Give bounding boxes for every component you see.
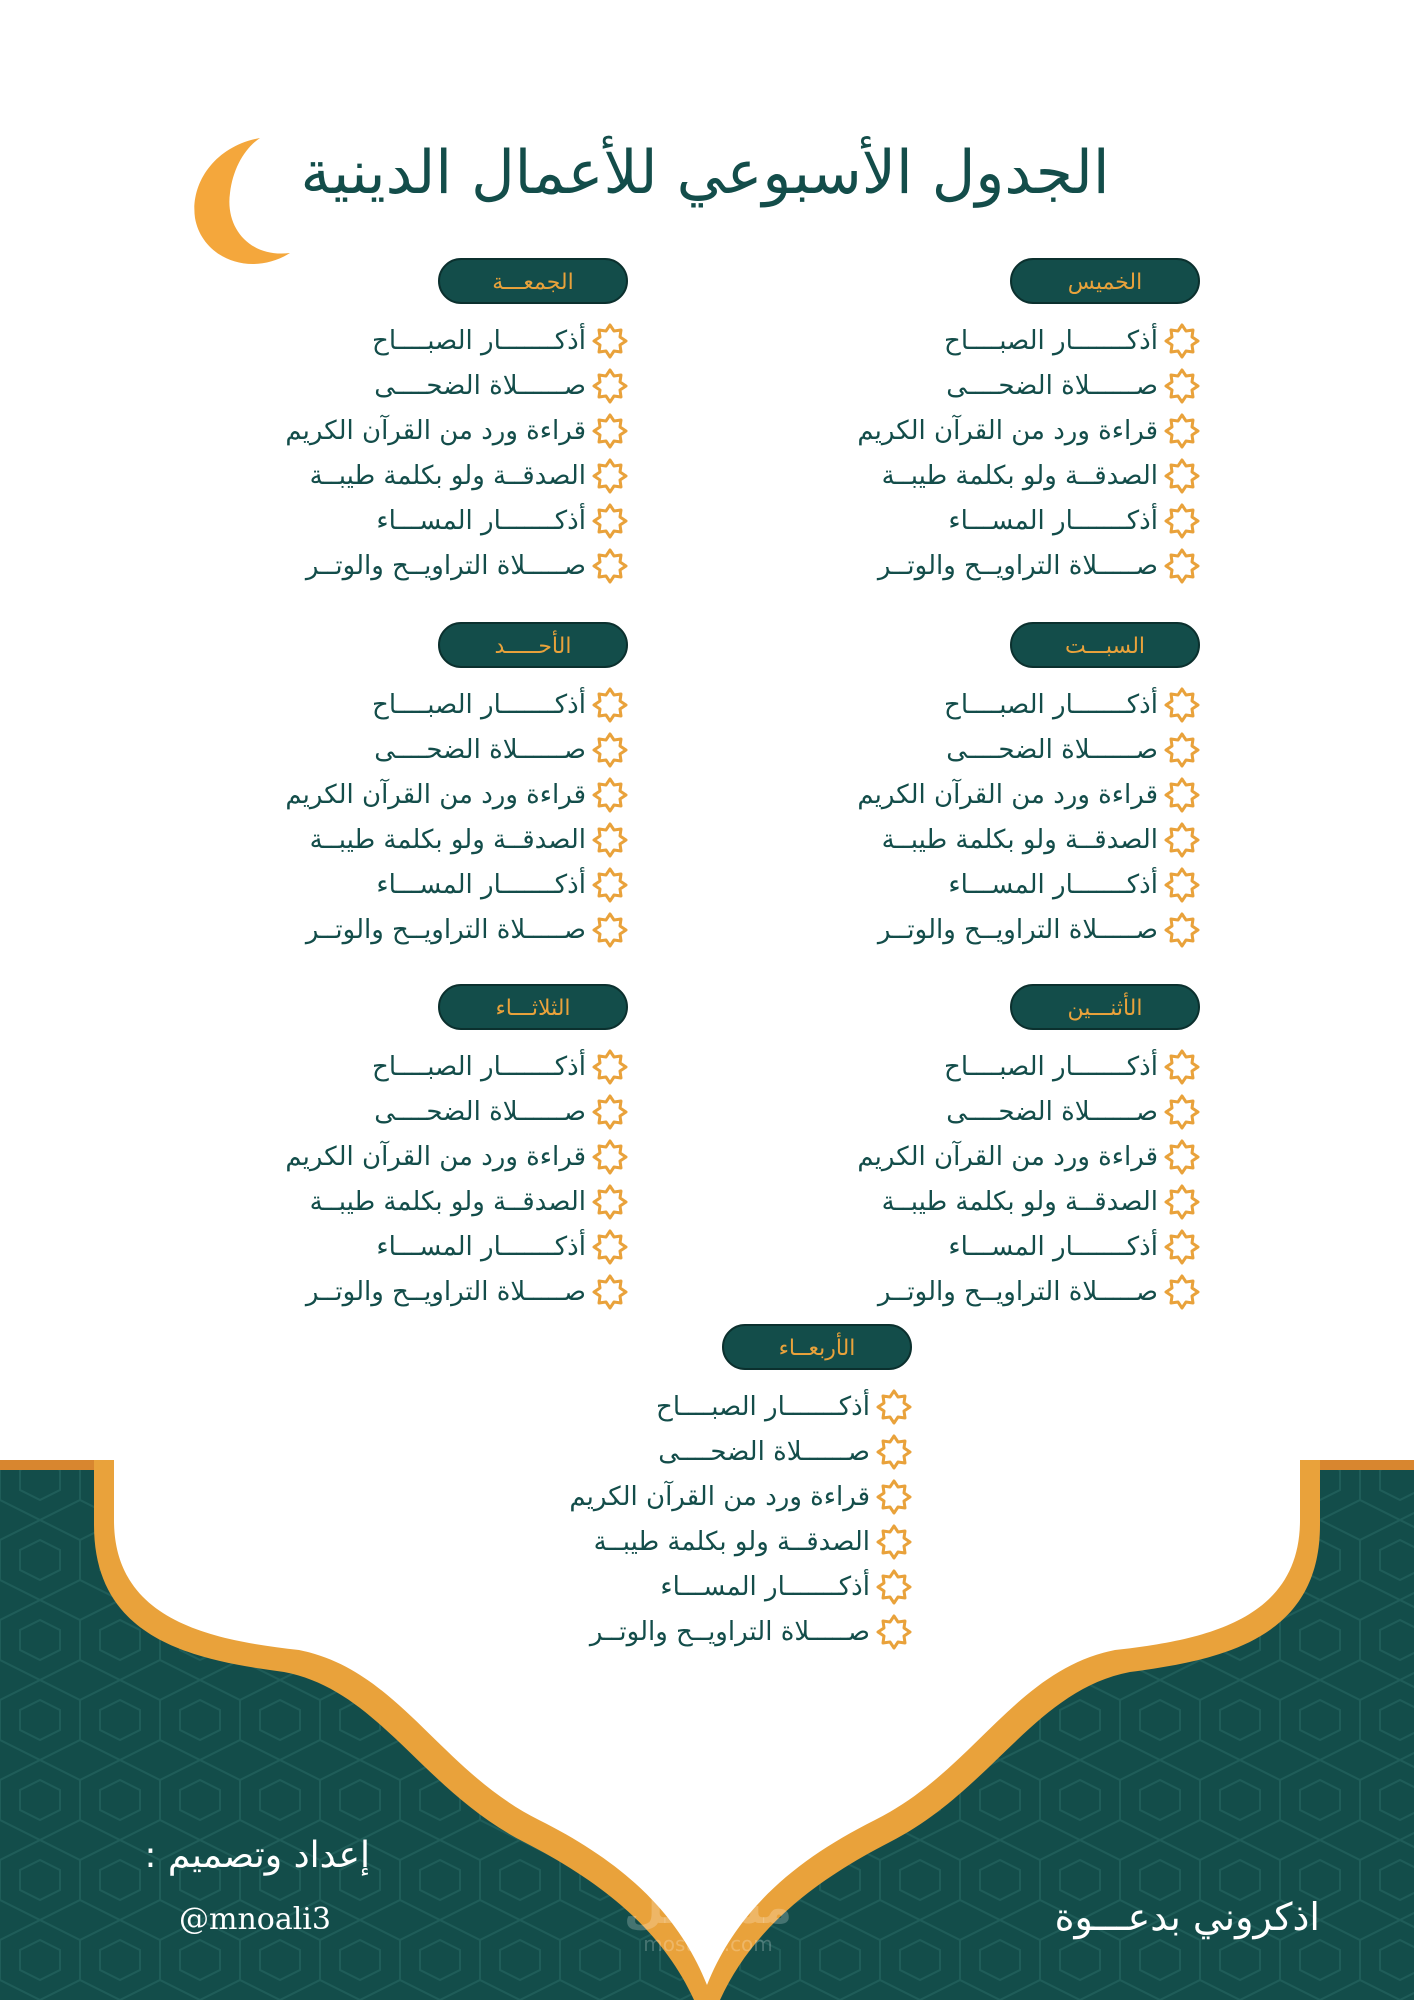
task-list (248, 1044, 628, 1314)
star-bullet-icon (1164, 687, 1200, 723)
star-bullet-icon (1164, 1184, 1200, 1220)
task-item (248, 1089, 628, 1134)
day-section (820, 258, 1200, 588)
remember-me-text: اذكروني بدعـــوة (1054, 1895, 1320, 1939)
star-bullet-icon (592, 822, 628, 858)
task-label: أذكـــــــار المســـاء (376, 1231, 586, 1262)
task-list (820, 1044, 1200, 1314)
task-item (248, 453, 628, 498)
task-label: صــــــلاة الضحــــى (374, 734, 586, 765)
day-section (820, 984, 1200, 1314)
star-bullet-icon (876, 1479, 912, 1515)
star-bullet-icon (592, 548, 628, 584)
task-item (532, 1519, 912, 1564)
watermark-logo: مستقل (623, 1880, 793, 1934)
star-bullet-icon (1164, 503, 1200, 539)
task-item (532, 1609, 912, 1654)
task-label: صــــــلاة الضحــــى (946, 370, 1158, 401)
task-label: أذكـــــــار الصبــــاح (656, 1391, 870, 1422)
task-item (532, 1564, 912, 1609)
task-item (532, 1429, 912, 1474)
task-list (820, 682, 1200, 952)
day-section (820, 622, 1200, 952)
task-label: صـــــلاة التراويــح والوتــر (305, 1276, 586, 1307)
task-label: صـــــلاة التراويــح والوتــر (877, 1276, 1158, 1307)
task-label: أذكـــــــار الصبــــاح (944, 325, 1158, 356)
task-label: صــــــلاة الضحــــى (374, 1096, 586, 1127)
star-bullet-icon (1164, 323, 1200, 359)
star-bullet-icon (592, 777, 628, 813)
task-label: أذكـــــــار الصبــــاح (944, 1051, 1158, 1082)
task-item (248, 363, 628, 408)
star-bullet-icon (592, 1049, 628, 1085)
task-label: صـــــلاة التراويــح والوتــر (305, 550, 586, 581)
task-item (248, 318, 628, 363)
day-section (248, 258, 628, 588)
task-item (248, 498, 628, 543)
page-title: الجدول الأسبوعي للأعمال الدينية (300, 138, 1110, 208)
designer-handle: @mnoali3 (179, 1902, 331, 1937)
task-label: صــــــلاة الضحــــى (374, 370, 586, 401)
task-label: قراءة ورد من القرآن الكريم (857, 1141, 1158, 1172)
day-header: الأربعــاء (722, 1324, 912, 1370)
star-bullet-icon (1164, 1049, 1200, 1085)
task-label: الصدقــة ولو بكلمة طيبــة (881, 824, 1158, 855)
star-bullet-icon (592, 867, 628, 903)
day-header: الخميس (1010, 258, 1200, 304)
task-item (248, 907, 628, 952)
task-label: قراءة ورد من القرآن الكريم (569, 1481, 870, 1512)
task-item (820, 543, 1200, 588)
star-bullet-icon (876, 1569, 912, 1605)
task-label: أذكـــــــار الصبــــاح (372, 1051, 586, 1082)
task-item (820, 498, 1200, 543)
task-item (820, 408, 1200, 453)
task-label: صـــــلاة التراويــح والوتــر (877, 914, 1158, 945)
task-item (248, 543, 628, 588)
star-bullet-icon (592, 912, 628, 948)
task-item (820, 817, 1200, 862)
watermark-url: mostaql.com (643, 1932, 773, 1956)
task-label: قراءة ورد من القرآن الكريم (857, 415, 1158, 446)
task-label: أذكـــــــار المســـاء (376, 869, 586, 900)
day-section (248, 622, 628, 952)
task-item (532, 1384, 912, 1429)
task-label: الصدقــة ولو بكلمة طيبــة (881, 1186, 1158, 1217)
task-label: أذكـــــــار الصبــــاح (372, 689, 586, 720)
task-item (248, 1269, 628, 1314)
day-section (248, 984, 628, 1314)
star-bullet-icon (876, 1434, 912, 1470)
star-bullet-icon (1164, 1094, 1200, 1130)
star-bullet-icon (1164, 822, 1200, 858)
task-item (248, 682, 628, 727)
task-label: أذكـــــــار الصبــــاح (944, 689, 1158, 720)
task-list (532, 1384, 912, 1654)
day-section (532, 1324, 912, 1654)
star-bullet-icon (1164, 777, 1200, 813)
task-item (248, 727, 628, 772)
day-header: الثلاثـــاء (438, 984, 628, 1030)
star-bullet-icon (592, 1229, 628, 1265)
star-bullet-icon (876, 1389, 912, 1425)
task-item (248, 1044, 628, 1089)
task-label: الصدقــة ولو بكلمة طيبــة (881, 460, 1158, 491)
task-item (532, 1474, 912, 1519)
task-item (820, 1179, 1200, 1224)
task-label: الصدقــة ولو بكلمة طيبــة (309, 460, 586, 491)
star-bullet-icon (1164, 912, 1200, 948)
task-item (820, 1134, 1200, 1179)
task-item (820, 727, 1200, 772)
task-item (248, 1134, 628, 1179)
star-bullet-icon (592, 503, 628, 539)
star-bullet-icon (592, 1139, 628, 1175)
task-item (248, 1224, 628, 1269)
task-item (820, 1089, 1200, 1134)
star-bullet-icon (592, 1274, 628, 1310)
star-bullet-icon (876, 1524, 912, 1560)
star-bullet-icon (876, 1614, 912, 1650)
star-bullet-icon (592, 368, 628, 404)
task-item (820, 1224, 1200, 1269)
day-header: الأحـــــد (438, 622, 628, 668)
star-bullet-icon (592, 687, 628, 723)
star-bullet-icon (592, 458, 628, 494)
task-label: الصدقــة ولو بكلمة طيبــة (593, 1526, 870, 1557)
task-label: قراءة ورد من القرآن الكريم (285, 1141, 586, 1172)
task-item (248, 817, 628, 862)
task-label: قراءة ورد من القرآن الكريم (285, 415, 586, 446)
task-label: صــــــلاة الضحــــى (658, 1436, 870, 1467)
task-list (248, 318, 628, 588)
task-label: أذكـــــــار المســـاء (948, 869, 1158, 900)
task-item (820, 862, 1200, 907)
task-label: صــــــلاة الضحــــى (946, 734, 1158, 765)
star-bullet-icon (1164, 1229, 1200, 1265)
task-item (820, 682, 1200, 727)
star-bullet-icon (592, 413, 628, 449)
star-bullet-icon (1164, 1139, 1200, 1175)
task-item (820, 1269, 1200, 1314)
star-bullet-icon (1164, 458, 1200, 494)
task-item (820, 907, 1200, 952)
task-label: صـــــلاة التراويــح والوتــر (305, 914, 586, 945)
star-bullet-icon (1164, 1274, 1200, 1310)
task-label: صـــــلاة التراويــح والوتــر (589, 1616, 870, 1647)
task-label: قراءة ورد من القرآن الكريم (857, 779, 1158, 810)
credit-label: إعداد وتصميم : (144, 1835, 370, 1876)
task-label: الصدقــة ولو بكلمة طيبــة (309, 824, 586, 855)
task-label: أذكـــــــار الصبــــاح (372, 325, 586, 356)
star-bullet-icon (1164, 413, 1200, 449)
day-header: السبـــت (1010, 622, 1200, 668)
task-label: صـــــلاة التراويــح والوتــر (877, 550, 1158, 581)
star-bullet-icon (1164, 732, 1200, 768)
task-label: أذكـــــــار المســـاء (660, 1571, 870, 1602)
task-item (820, 363, 1200, 408)
star-bullet-icon (1164, 368, 1200, 404)
star-bullet-icon (1164, 548, 1200, 584)
task-label: أذكـــــــار المســـاء (376, 505, 586, 536)
star-bullet-icon (1164, 867, 1200, 903)
task-item (820, 318, 1200, 363)
task-list (820, 318, 1200, 588)
day-header: الجمعـــة (438, 258, 628, 304)
star-bullet-icon (592, 732, 628, 768)
task-item (248, 1179, 628, 1224)
task-label: أذكـــــــار المســـاء (948, 505, 1158, 536)
task-item (820, 772, 1200, 817)
day-header: الأثنـــين (1010, 984, 1200, 1030)
star-bullet-icon (592, 1094, 628, 1130)
task-label: أذكـــــــار المســـاء (948, 1231, 1158, 1262)
task-item (248, 772, 628, 817)
task-item (820, 453, 1200, 498)
task-item (820, 1044, 1200, 1089)
star-bullet-icon (592, 323, 628, 359)
task-list (248, 682, 628, 952)
task-item (248, 408, 628, 453)
star-bullet-icon (592, 1184, 628, 1220)
task-item (248, 862, 628, 907)
task-label: الصدقــة ولو بكلمة طيبــة (309, 1186, 586, 1217)
task-label: صــــــلاة الضحــــى (946, 1096, 1158, 1127)
task-label: قراءة ورد من القرآن الكريم (285, 779, 586, 810)
